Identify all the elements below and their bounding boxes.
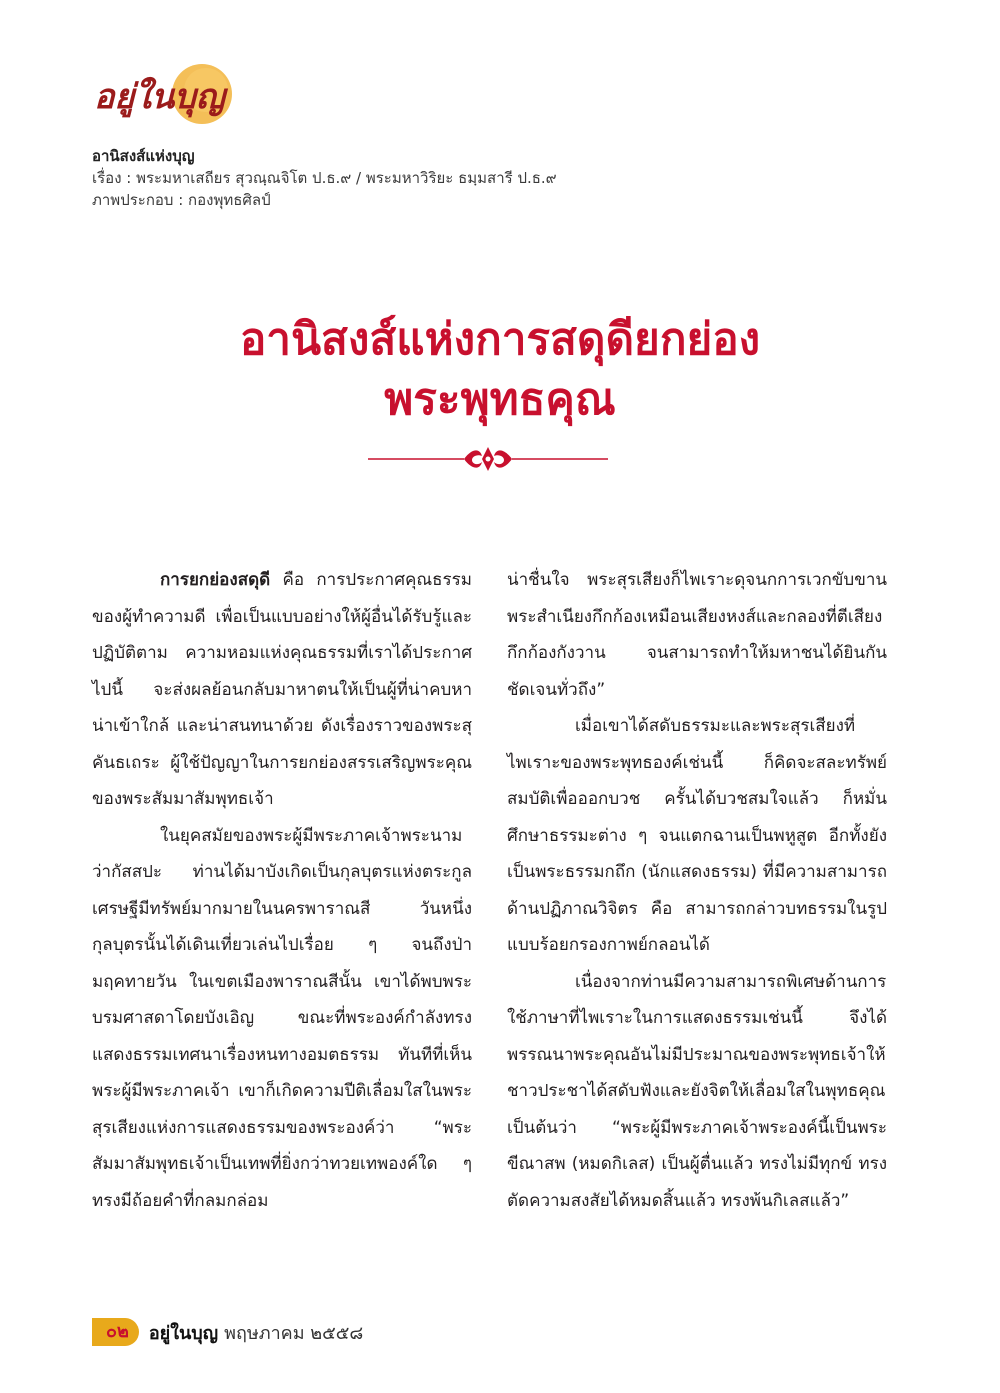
magazine-name: อยู่ในบุญ xyxy=(148,1322,219,1344)
paragraph-text: คือ การประกาศคุณธรรมของผู้ทำความดี เพื่อเป็นแบบอย่างให้ผู้อื่นได้รับรู้และปฏิบัติตาม ความหอมแห่งคุณธรรมที่เราได้ประกาศไปนี้ จะส่งผลย้อนกลับมาหาตนให้เป็นผู้ที่น่าคบหา น่าเข้าใกล้ และน่าสนทนาด้วย ดังเรื่องราวของพระสุคันธเถระ ผู้ใช้ปัญญาในการยกย่องสรรเสริญพระคุณของพระสัมมาสัมพุทธเจ้า xyxy=(92,570,472,809)
issue-date: พฤษภาคม ๒๕๕๘ xyxy=(224,1322,364,1344)
article-meta xyxy=(92,145,557,211)
paragraph: เมื่อเขาได้สดับธรรมะและพระสุรเสียงที่ไพเราะของพระพุทธองค์เช่นนี้ ก็คิดจะสละทรัพย์สมบัติเพื่อออกบวช ครั้นได้บวชสมใจแล้ว ก็หมั่นศึกษาธรรมะต่าง ๆ จนแตกฉานเป็นพหูสูต อีกทั้งยังเป็นพระธรรมกถึก (นักแสดงธรรม) ที่มีความสามารถด้านปฏิภาณวิจิตร คือ สามารถกล่าวบทธรรมในรูปแบบร้อยกรองกาพย์กลอนได้ xyxy=(507,716,887,955)
lead-term: การยกย่องสดุดี xyxy=(160,570,271,590)
page-footer xyxy=(92,1318,363,1346)
paragraph: ในยุคสมัยของพระผู้มีพระภาคเจ้าพระนามว่ากัสสปะ ท่านได้มาบังเกิดเป็นกุลบุตรแห่งตระกูลเศรษฐีมีทรัพย์มากมายในนครพาราณสี วันหนึ่งกุลบุตรนั้นได้เดินเที่ยวเล่นไปเรื่อย ๆ จนถึงป่ามฤคทายวัน ในเขตเมืองพาราณสีนั้น เขาได้พบพระบรมศาสดาโดยบังเอิญ ขณะที่พระองค์กำลังทรงแสดงธรรมเทศนาเรื่องหนทางอมตธรรม ทันทีที่เห็นพระผู้มีพระภาคเจ้า เขาก็เกิดความปีติเลื่อมใสในพระสุรเสียงแห่งการแสดงธรรมของพระองค์ว่า “พระสัมมาสัมพุทธเจ้าเป็นเทพที่ยิ่งกว่าทวยเทพองค์ใด ๆ ทรงมีถ้อยคำที่กลมกล่อม xyxy=(92,825,472,1211)
ornament-divider xyxy=(368,442,608,476)
paragraph xyxy=(92,562,472,818)
right-column xyxy=(507,562,887,1219)
paragraph: น่าชื่นใจ พระสุรเสียงก็ไพเราะดุจนกการเวกขับขาน พระสำเนียงกึกก้องเหมือนเสียงหงส์และกลองที่ตีเสียงกึกก้องกังวาน จนสามารถทำให้มหาชนได้ยินกันชัดเจนทั่วถึง” xyxy=(507,570,887,700)
byline: เรื่อง : พระมหาเสถียร สุวณฺณจิโต ป.ธ.๙ / พระมหาวิริยะ ธมฺมสารี ป.ธ.๙ xyxy=(92,169,557,187)
magazine-logo xyxy=(90,60,240,132)
logo-text: อยู่ในบุญ xyxy=(94,77,225,117)
left-column xyxy=(92,562,472,1219)
article-title xyxy=(0,310,1000,430)
title-line-2: พระพุทธคุณ xyxy=(384,374,616,425)
illustration-credit: ภาพประกอบ : กองพุทธศิลป์ xyxy=(92,191,271,209)
paragraph: เนื่องจากท่านมีความสามารถพิเศษด้านการใช้ภาษาที่ไพเราะในการแสดงธรรมเช่นนี้ จึงได้พรรณนาพระคุณอันไม่มีประมาณของพระพุทธเจ้าให้ชาวประชาได้สดับฟังและยังจิตให้เลื่อมใสในพุทธคุณ เป็นต้นว่า “พระผู้มีพระภาคเจ้าพระองค์นี้เป็นพระขีณาสพ (หมดกิเลส) เป็นผู้ตื่นแล้ว ทรงไม่มีทุกข์ ทรงตัดความสงสัยได้หมดสิ้นแล้ว ทรงพ้นกิเลสแล้ว” xyxy=(507,971,887,1211)
section-name: อานิสงส์แห่งบุญ xyxy=(92,147,195,165)
title-line-1: อานิสงส์แห่งการสดุดียกย่อง xyxy=(239,314,761,365)
page-number: ๐๒ xyxy=(92,1318,139,1346)
